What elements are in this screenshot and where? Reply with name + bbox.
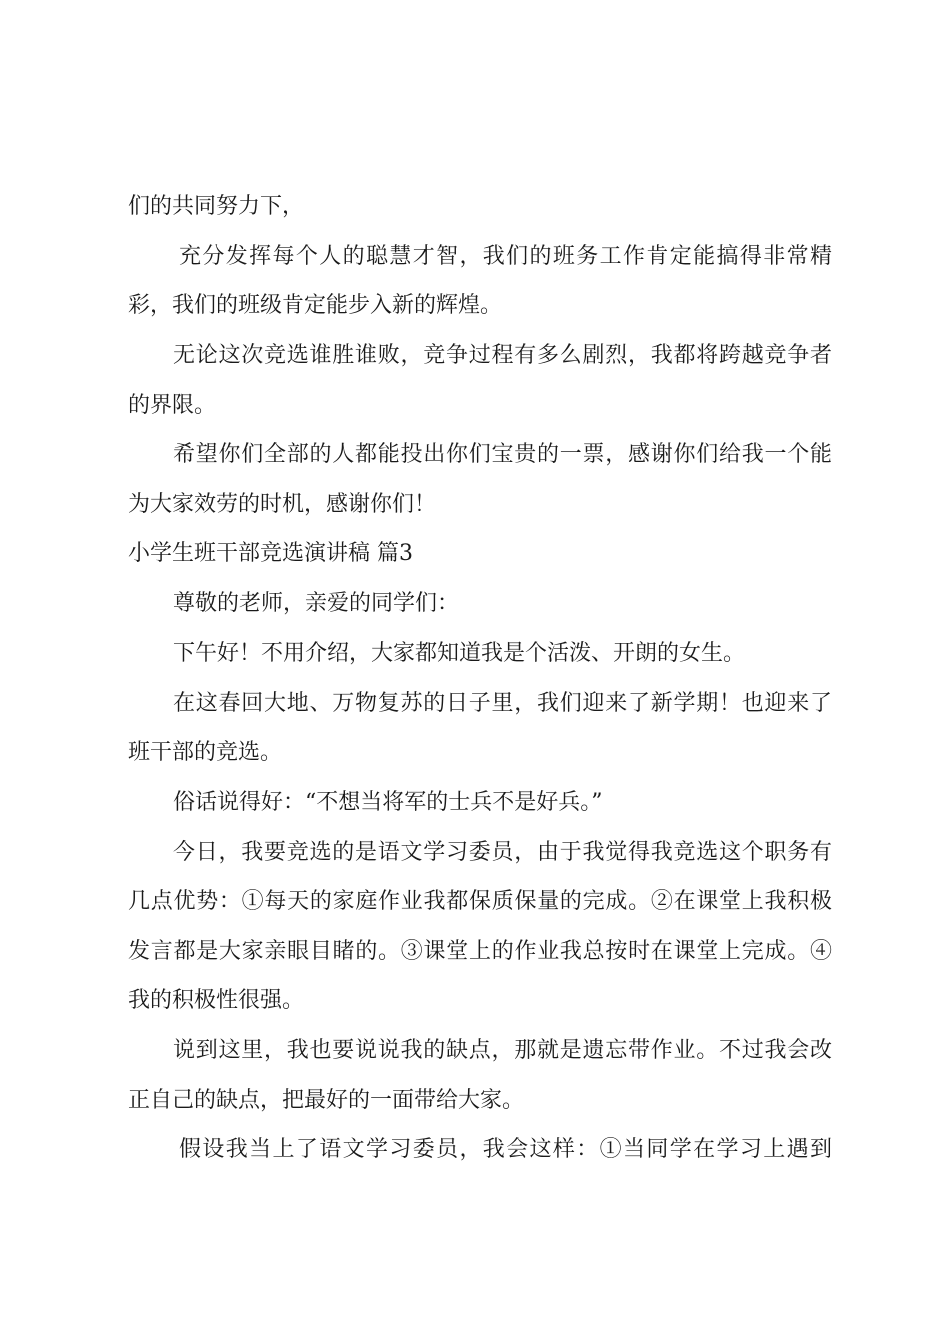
text-line: 几点优势：①每天的家庭作业我都保质保量的完成。②在课堂上我积极 — [128, 889, 832, 914]
text-line: 正自己的缺点，把最好的一面带给大家。 — [128, 1088, 525, 1113]
text-line: 假设我当上了语文学习委员，我会这样：①当同学在学习上遇到 — [179, 1137, 832, 1162]
text-line: 希望你们全部的人都能投出你们宝贵的一票，感谢你们给我一个能 — [173, 442, 832, 467]
text-line: 无论这次竞选谁胜谁败，竞争过程有多么剧烈，我都将跨越竞争者 — [173, 343, 832, 368]
salutation: 尊敬的老师，亲爱的同学们： — [173, 591, 460, 616]
text-line: 彩，我们的班级肯定能步入新的辉煌。 — [128, 293, 503, 318]
text-line: 的界限。 — [128, 393, 217, 418]
text-line: 们的共同努力下， — [128, 194, 305, 219]
section-heading: 小学生班干部竞选演讲稿 篇3 — [128, 541, 413, 566]
text-line: 下午好！不用介绍，大家都知道我是个活泼、开朗的女生。 — [173, 641, 746, 666]
text-line: 充分发挥每个人的聪慧才智，我们的班务工作肯定能搞得非常精 — [179, 244, 832, 269]
text-line: 为大家效劳的时机，感谢你们！ — [128, 492, 437, 517]
text-line: 俗话说得好：“不想当将军的士兵不是好兵。” — [173, 790, 603, 815]
text-line: 班干部的竞选。 — [128, 740, 283, 765]
text-line: 说到这里，我也要说说我的缺点，那就是遗忘带作业。不过我会改 — [173, 1038, 832, 1063]
text-line: 今日，我要竞选的是语文学习委员，由于我觉得我竞选这个职务有 — [173, 840, 832, 865]
text-line: 我的积极性很强。 — [128, 988, 305, 1013]
text-line: 发言都是大家亲眼目睹的。③课堂上的作业我总按时在课堂上完成。④ — [128, 939, 832, 964]
text-line: 在这春回大地、万物复苏的日子里，我们迎来了新学期！也迎来了 — [173, 691, 832, 716]
